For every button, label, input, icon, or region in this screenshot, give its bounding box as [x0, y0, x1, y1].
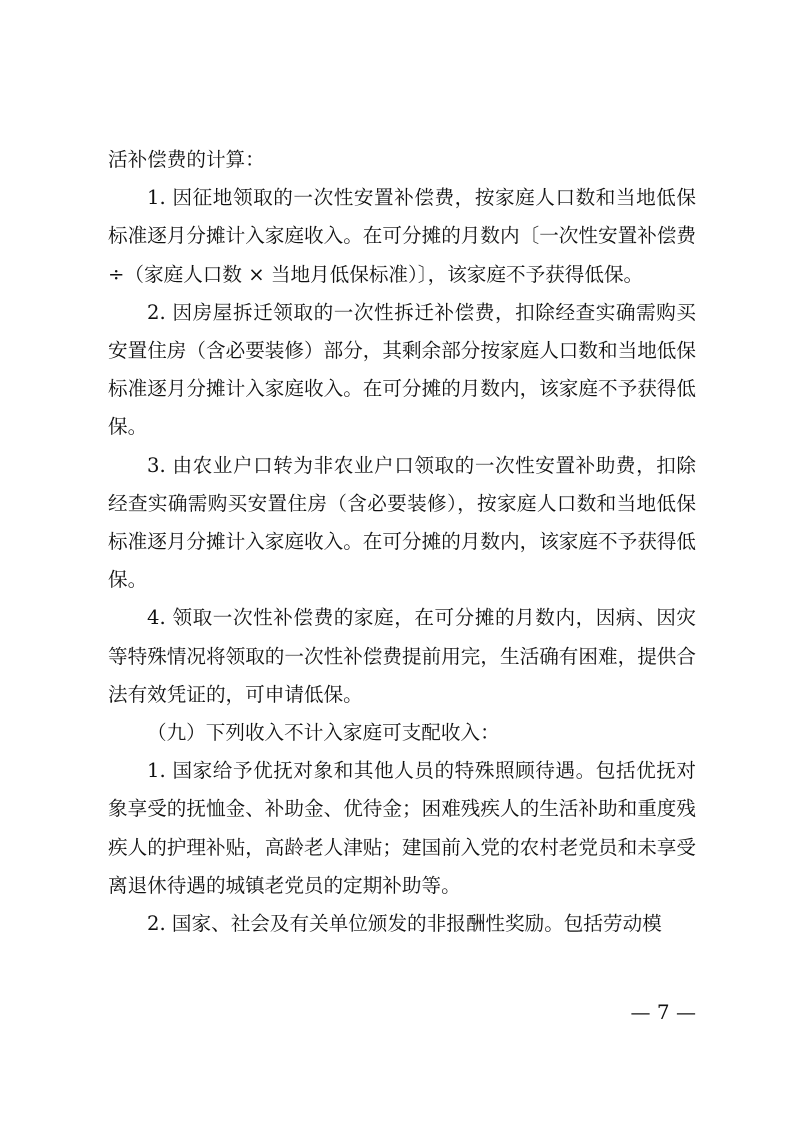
- paragraph: 2. 国家、社会及有关单位颁发的非报酬性奖励。包括劳动模: [147, 912, 662, 936]
- paragraph: 3. 由农业户口转为非农业户口领取的一次性安置补助费，扣除经查实确需购买安置住房（含必要装修），按家庭人口数和当地低保标准逐月分摊计入家庭收入。在可分摊的月数内，该家庭不予获得低保。: [108, 453, 696, 592]
- paragraph: 1. 因征地领取的一次性安置补偿费，按家庭人口数和当地低保标准逐月分摊计入家庭收入。在可分摊的月数内〔一次性安置补偿费 ÷（家庭人口数 × 当地月低保标准）〕，该家庭不予获得低保。: [108, 186, 696, 286]
- section-heading: （九）下列收入不计入家庭可支配收入：: [147, 721, 500, 745]
- paragraph: 1. 国家给予优抚对象和其他人员的特殊照顾待遇。包括优抚对象享受的抚恤金、补助金、优待金；困难残疾人的生活补助和重度残疾人的护理补贴，高龄老人津贴；建国前入党的农村老党员和未享受离退休待遇的城镇老党员的定期补助等。: [108, 759, 696, 897]
- paragraph: 活补偿费的计算：: [108, 148, 265, 171]
- body-text: [108, 141, 696, 943]
- paragraph: 4. 领取一次性补偿费的家庭，在可分摊的月数内，因病、因灾等特殊情况将领取的一次性补偿费提前用完，生活确有困难，提供合法有效凭证的，可申请低保。: [108, 606, 696, 706]
- page-number: — 7 —: [630, 1000, 696, 1024]
- paragraph: 2. 因房屋拆迁领取的一次性拆迁补偿费，扣除经查实确需购买安置住房（含必要装修）部分，其剩余部分按家庭人口数和当地低保标准逐月分摊计入家庭收入。在可分摊的月数内，该家庭不予获得低保。: [108, 300, 696, 439]
